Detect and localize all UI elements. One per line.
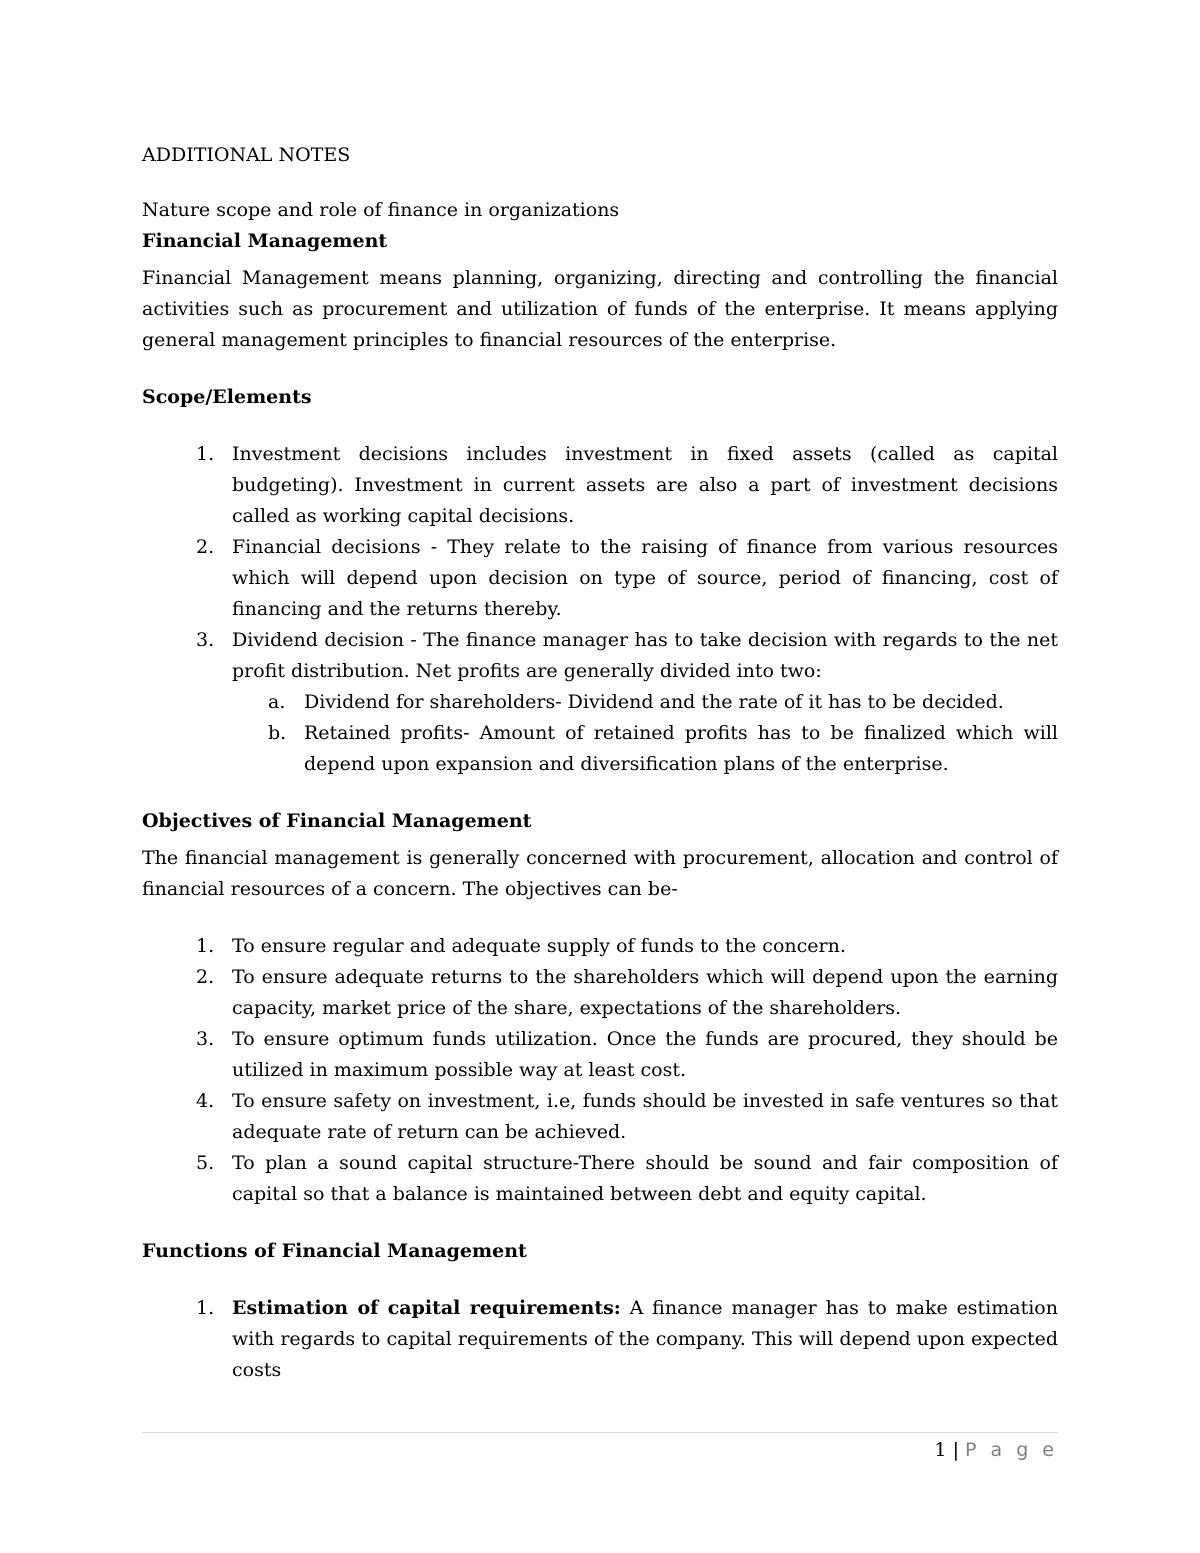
scope-list-item: [142, 625, 1058, 780]
objectives-list-item: [142, 1086, 1058, 1148]
page-number: 1: [934, 1439, 947, 1461]
footer-separator: |: [952, 1439, 959, 1461]
sublist-item-text: Retained profits- Amount of retained profits has to be finalized which will depend upon expansion and diversification plans of the enterprise.: [304, 722, 1058, 775]
list-item-text: Financial decisions - They relate to the raising of finance from various resources which will depend upon decision on type of source, period of financing, cost of financing and the returns thereby.: [232, 536, 1058, 620]
list-item-text: To ensure regular and adequate supply of funds to the concern.: [232, 935, 846, 957]
objectives-intro: The financial management is generally concerned with procurement, allocation and control of financial resources of a concern. The objectives can be-: [142, 847, 1058, 900]
list-item-text: A finance manager has to make estimation with regards to capital requirements of the company. This will depend upon expected costs: [232, 1297, 1058, 1381]
list-marker: 1.: [196, 443, 215, 465]
financial-management-definition: Financial Management means planning, organizing, directing and controlling the financial activities such as procurement and utilization of funds of the enterprise. It means applying general management principles to financial resources of the enterprise.: [142, 267, 1058, 351]
objectives-list-item: [142, 1024, 1058, 1086]
list-item-text: To ensure optimum funds utilization. Once the funds are procured, they should be utilized in maximum possible way at least cost.: [232, 1028, 1058, 1081]
functions-list-item: [142, 1293, 1058, 1386]
page-label: P a g e: [965, 1439, 1058, 1461]
function-item-lead: Estimation of capital requirements:: [232, 1297, 621, 1319]
list-marker: 4.: [196, 1090, 215, 1112]
list-marker: 1.: [196, 1297, 215, 1319]
scope-list-item: [142, 439, 1058, 532]
objectives-list: [142, 931, 1058, 1210]
sublist-item: [232, 687, 1058, 718]
list-item-text: To plan a sound capital structure-There should be sound and fair composition of capital so that a balance is maintained between debt and equity capital.: [232, 1152, 1058, 1205]
list-marker: 2.: [196, 966, 215, 988]
document-subtitle: Nature scope and role of finance in organizations: [142, 199, 620, 221]
functions-list: [142, 1293, 1058, 1386]
objectives-list-item: [142, 962, 1058, 1024]
section-heading-objectives: Objectives of Financial Management: [142, 810, 532, 832]
dividend-sublist: [232, 687, 1058, 780]
page-footer: [142, 1436, 1058, 1464]
page-content: [142, 140, 1058, 1386]
section-heading-scope: Scope/Elements: [142, 386, 312, 408]
sublist-item-text: Dividend for shareholders- Dividend and the rate of it has to be decided.: [304, 691, 1004, 713]
list-marker: 3.: [196, 629, 215, 651]
list-marker: 2.: [196, 536, 215, 558]
footer-divider: [142, 1432, 1058, 1433]
objectives-list-item: [142, 1148, 1058, 1210]
scope-list: [142, 439, 1058, 780]
objectives-list-item: [142, 931, 1058, 962]
sublist-item: [232, 718, 1058, 780]
list-item-text: Dividend decision - The finance manager has to take decision with regards to the net profit distribution. Net profits are generally divided into two:: [232, 629, 1058, 682]
list-marker: 5.: [196, 1152, 215, 1174]
scope-list-item: [142, 532, 1058, 625]
section-heading-financial-management: Financial Management: [142, 230, 388, 252]
list-item-text: Investment decisions includes investment in fixed assets (called as capital budgeting). Investment in current assets are also a part of investment decisions called as working capital decisions.: [232, 443, 1058, 527]
list-marker: 3.: [196, 1028, 215, 1050]
list-item-text: To ensure adequate returns to the shareholders which will depend upon the earning capacity, market price of the share, expectations of the shareholders.: [232, 966, 1058, 1019]
document-title: ADDITIONAL NOTES: [142, 144, 351, 166]
list-marker: 1.: [196, 935, 215, 957]
sublist-marker: a.: [268, 691, 286, 713]
section-heading-functions: Functions of Financial Management: [142, 1240, 527, 1262]
list-item-text: To ensure safety on investment, i.e, funds should be invested in safe ventures so that adequate rate of return can be achieved.: [232, 1090, 1058, 1143]
sublist-marker: b.: [268, 722, 287, 744]
